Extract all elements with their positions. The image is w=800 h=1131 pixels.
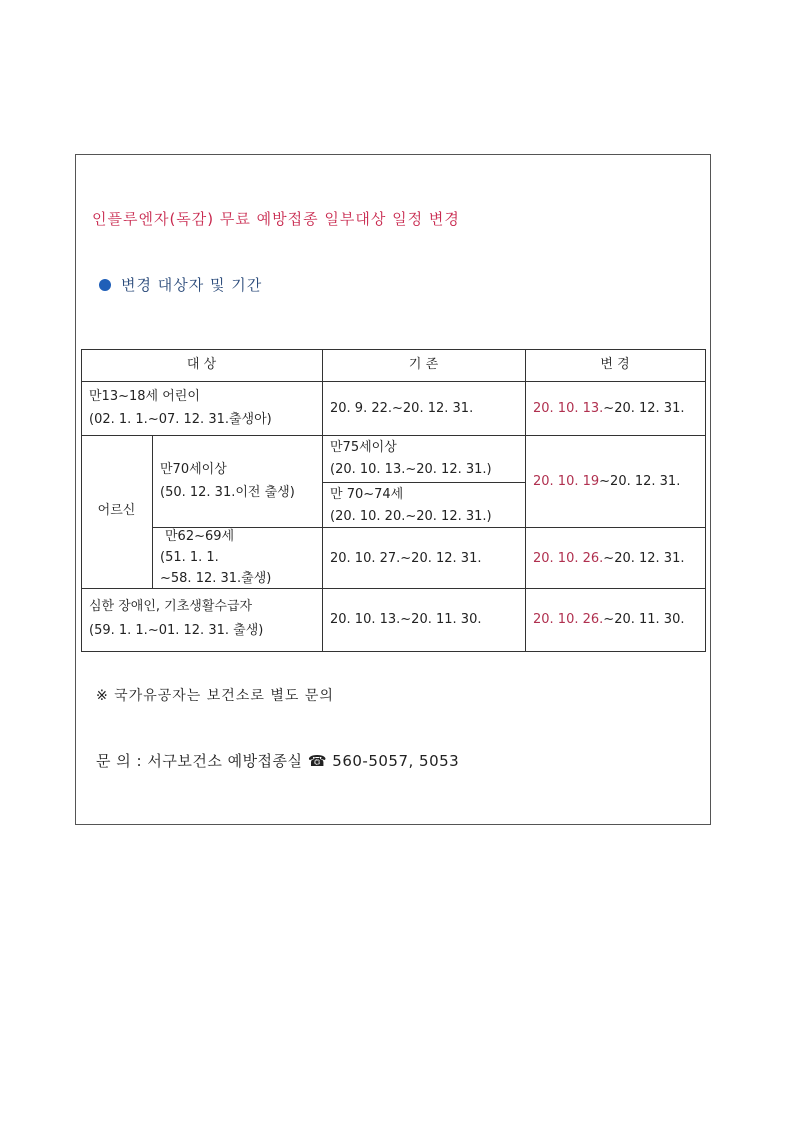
row3-existing: 20. 10. 27.~20. 12. 31.: [330, 551, 482, 566]
row2-target-line1: 만70세이상: [160, 462, 227, 477]
schedule-table: [81, 349, 705, 651]
row4-target-line1: 심한 장애인, 기초생활수급자: [89, 599, 253, 614]
section-heading: [99, 274, 262, 295]
contact-line: [96, 750, 459, 771]
row2-changed: [533, 470, 680, 493]
row1-target-line2: (02. 1. 1.~07. 12. 31.출생아): [89, 412, 272, 427]
footnote: ※ 국가유공자는 보건소로 별도 문의: [96, 688, 334, 704]
group-label-seniors: 어르신: [97, 503, 136, 518]
row2-existing-70to74-line2: (20. 10. 20.~20. 12. 31.): [330, 509, 492, 524]
row2-existing-70to74-line1: 만 70~74세: [330, 487, 404, 502]
changed-start-date: 20. 10. 13.: [533, 401, 604, 416]
changed-end-date: ~20. 12. 31.: [599, 474, 681, 489]
table-border-right: [705, 349, 706, 652]
header-divider: [81, 381, 705, 382]
header-changed: 변 경: [600, 357, 630, 372]
changed-start-date: 20. 10. 19: [533, 474, 600, 489]
table-border-bottom: [81, 651, 705, 652]
row3-target-line2: (51. 1. 1.: [160, 550, 219, 565]
header-existing: 기 존: [408, 357, 439, 372]
row3-changed: [533, 547, 684, 570]
row2-target-line2: (50. 12. 31.이전 출생): [160, 485, 295, 500]
document-title: 인플루엔자(독감) 무료 예방접종 일부대상 일정 변경: [92, 210, 460, 228]
contact-label: 문 의 :: [96, 752, 143, 770]
row2-existing-75plus-line1: 만75세이상: [330, 440, 397, 455]
column-divider: [525, 349, 526, 652]
phone-icon: ☎: [307, 752, 327, 770]
contact-office: 서구보건소 예방접종실: [147, 752, 303, 770]
row1-changed: [533, 397, 684, 420]
changed-start-date: 20. 10. 26.: [533, 612, 604, 627]
changed-end-date: ~20. 11. 30.: [603, 612, 685, 627]
row4-changed: [533, 608, 684, 631]
row4-target-line2: (59. 1. 1.~01. 12. 31. 출생): [89, 623, 264, 638]
row3-target-line3: ~58. 12. 31.출생): [160, 571, 272, 586]
contact-phone: 560-5057, 5053: [332, 752, 460, 770]
row1-existing: 20. 9. 22.~20. 12. 31.: [330, 401, 474, 416]
changed-end-date: ~20. 12. 31.: [603, 551, 685, 566]
column-divider: [322, 349, 323, 652]
section-heading-text: 변경 대상자 및 기간: [121, 276, 263, 294]
bullet-circle-icon: [99, 279, 111, 291]
row4-existing: 20. 10. 13.~20. 11. 30.: [330, 612, 482, 627]
sub-column-divider: [152, 435, 153, 588]
header-target: 대 상: [186, 357, 217, 372]
changed-end-date: ~20. 12. 31.: [603, 401, 685, 416]
table-border-top: [81, 349, 705, 350]
changed-start-date: 20. 10. 26.: [533, 551, 604, 566]
row2-existing-75plus-line2: (20. 10. 13.~20. 12. 31.): [330, 462, 492, 477]
row1-target-line1: 만13~18세 어린이: [89, 389, 200, 404]
row3-target-line1: 만62~69세: [165, 529, 235, 544]
